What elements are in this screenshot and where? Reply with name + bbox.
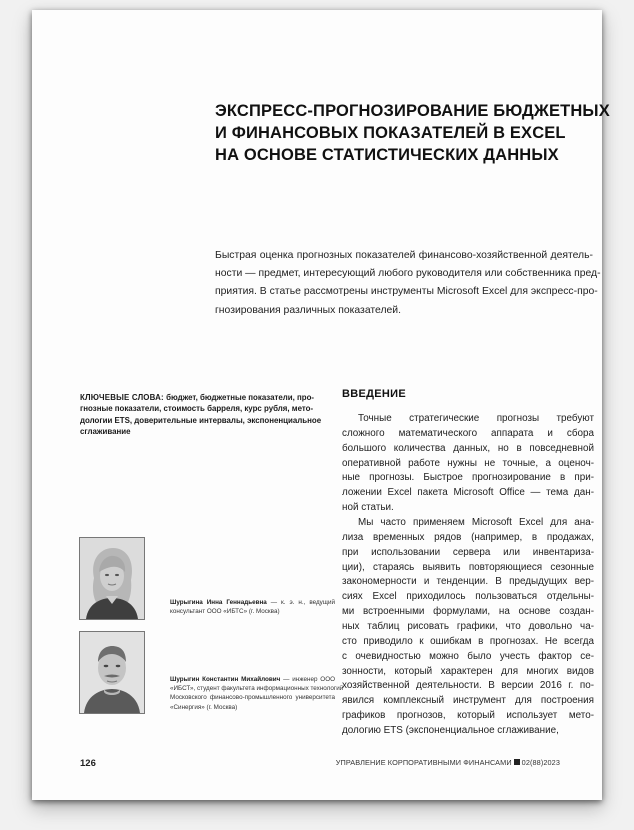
man-portrait-icon [80, 632, 144, 713]
introduction-line: оперативной работе нужны не точные, а оценоч- [342, 457, 594, 469]
journal-issue: 02(88)2023 [521, 758, 560, 767]
introduction-line: сложного математического аппарата и сбора [342, 427, 594, 439]
title-line: И ФИНАНСОВЫХ ПОКАЗАТЕЛЕЙ В EXCEL [215, 124, 566, 142]
introduction-line: сто приводило к ошибкам в прогнозах. Не всегда [342, 635, 594, 647]
article-title [215, 100, 610, 166]
introduction-line: зонности, который характерен для многих видов [342, 665, 594, 677]
introduction-line: хозяйственной деятельности. В версии 2016 г. по- [342, 680, 594, 692]
abstract-line: гнозирования различных показателей. [215, 304, 401, 316]
introduction-line: дологию ETS (экспоненциальное сглаживание, [342, 725, 559, 737]
author-photo-2 [79, 631, 145, 714]
author-line: Московского финансово-промышленного университета [170, 694, 335, 702]
introduction-line: с очевидностью можно было учесть фактор се- [342, 650, 594, 662]
introduction-line: ные прогнозы. Быстрое прогнозирование в при- [342, 472, 594, 484]
introduction-line: графиков прогнозов, который использует мето- [342, 710, 594, 722]
introduction-line: ной статьи. [342, 502, 394, 514]
article-abstract [215, 247, 601, 320]
introduction-line: Точные стратегические прогнозы требуют [358, 413, 594, 424]
author-line: «ИБСТ», студент факультета информационных технологий [170, 685, 344, 693]
author-name: Шурыгина Инна Геннадьевна [170, 599, 267, 606]
introduction-line: закономерности и тенденции. В предыдущих вер- [342, 576, 594, 588]
square-bullet-icon [514, 759, 520, 765]
introduction-line: большого количества данных, но в повседневной [342, 442, 594, 454]
author-info-1 [170, 598, 335, 616]
journal-page [32, 10, 610, 800]
author-name: Шурыгин Константин Михайлович [170, 676, 281, 683]
abstract-line: приятия. В статье рассмотрены инструменты Microsoft Excel для экспресс-про- [215, 286, 598, 298]
keywords-label: КЛЮЧЕВЫЕ СЛОВА: [80, 393, 164, 402]
page-number: 126 [80, 758, 96, 769]
abstract-line: Быстрая оценка прогнозных показателей финансово-хозяйственной деятель- [215, 250, 593, 261]
introduction-line: при использовании сервера или инвентариза- [342, 546, 594, 558]
introduction-line: ных таблиц рисовать графики, что довольно ча- [342, 621, 594, 633]
author-photo-1 [79, 537, 145, 620]
title-line: НА ОСНОВЕ СТАТИСТИЧЕСКИХ ДАННЫХ [215, 146, 559, 164]
introduction-body [342, 412, 594, 739]
title-line: ЭКСПРЕСС-ПРОГНОЗИРОВАНИЕ БЮДЖЕТНЫХ [215, 102, 610, 120]
introduction-line: ложении Excel пакета Microsoft Office — тема дан- [342, 487, 594, 499]
keywords-line: дологии ETS, доверительные интервалы, экспоненциальное [80, 415, 322, 425]
introduction-line: ми встроенными формулами, на основе создан- [342, 606, 594, 618]
keywords-block [80, 392, 322, 438]
author-line: — инженер ООО [283, 676, 336, 683]
journal-footer [336, 758, 560, 767]
author-line: «Синергия» (г. Москва) [170, 703, 238, 711]
introduction-line: лиза временных рядов (например, в продажах, [342, 531, 594, 543]
keywords-line: сглаживание [80, 427, 131, 437]
keywords-line: гнозные показатели, стоимость барреля, курс рубля, мето- [80, 404, 314, 414]
abstract-line: ности — предмет, интересующий любого руководителя или собственника пред- [215, 268, 601, 280]
journal-name: УПРАВЛЕНИЕ КОРПОРАТИВНЫМИ ФИНАНСАМИ [335, 758, 512, 767]
introduction-line: явился комплексный инструмент для построения [342, 695, 594, 707]
keywords-line: бюджет, бюджетные показатели, про- [166, 393, 315, 402]
introduction-line: ции), стараясь выявить повторяющиеся сезонные [342, 561, 594, 573]
section-heading-introduction: ВВЕДЕНИЕ [342, 388, 406, 400]
author-line: — к. э. н., ведущий [270, 599, 335, 606]
introduction-line: Мы часто применяем Microsoft Excel для ана- [358, 517, 594, 529]
introduction-line: сиях Excel приходилось пользоваться отдельны- [342, 591, 594, 603]
author-info-2 [170, 675, 344, 712]
author-line: консультант ООО «ИБТС» (г. Москва) [170, 608, 280, 616]
woman-portrait-icon [80, 538, 144, 619]
